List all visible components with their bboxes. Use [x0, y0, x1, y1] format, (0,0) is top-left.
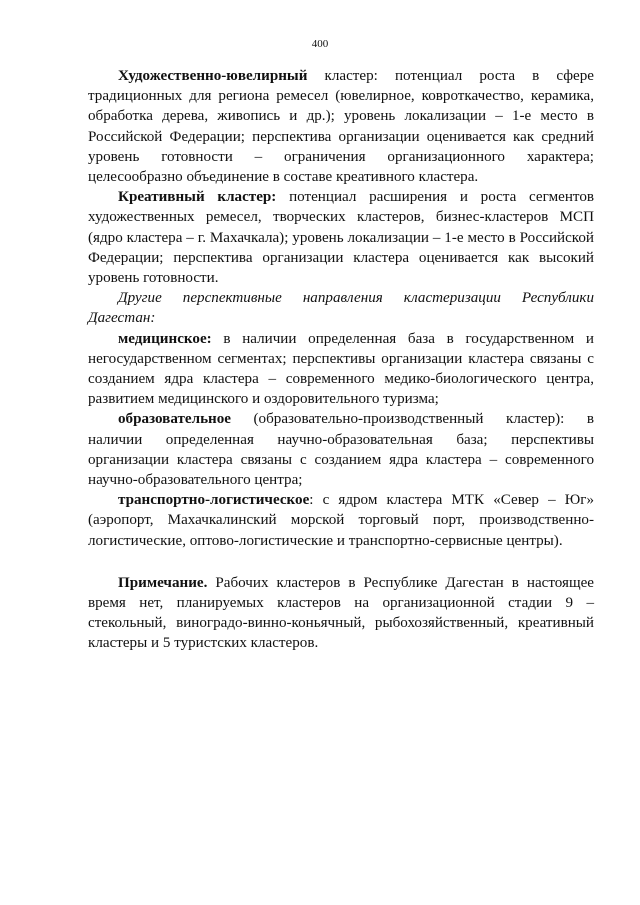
paragraph-lead: Художественно-ювелирный — [118, 68, 308, 84]
paragraph-text: потенциал расширения и роста сегментов художественных ремесел, творческих кластеров, бизнес-кластеров МСП (ядро кластера – г. Махачкала); уровень локализации – 1-е место в Российской Федерации; перспектива организации кластера оценивается как высокий уровень готовности. — [88, 189, 595, 287]
paragraph-lead: Примечание. — [118, 574, 208, 591]
paragraph-lead: Креативный кластер: — [118, 189, 277, 206]
paragraph-text: : с ядром кластера МТК «Север – Юг» (аэропорт, Махачкалинский морской торговый порт, производственно-логистические, оптово-логистические и транспортно-сервисные центры). — [88, 492, 594, 549]
paragraph-lead: образовательное — [118, 411, 231, 428]
page-number: 400 — [311, 38, 329, 50]
paragraph-medical — [88, 329, 594, 410]
paragraph-note — [88, 573, 594, 654]
paragraph-education — [88, 409, 594, 490]
paragraph-jewelry-cluster — [88, 66, 594, 187]
paragraph-text: кластер: потенциал роста в сфере традиционных для региона ремесел (ювелирное, ковроткачество, керамика, обработка дерева, живопись и др.); уровень локализации – 1-е место в Российской Федерации; перспектива организации оценивается как средний уровень готовности – ограничения организационного характера; целесообразно объединение в составе креативного кластера. — [88, 68, 594, 186]
paragraph-creative-cluster — [88, 187, 594, 288]
paragraph-transport — [88, 490, 594, 551]
document-body — [88, 66, 594, 654]
other-directions-heading: Другие перспективные направления кластеризации Республики Дагестан: — [88, 290, 594, 327]
paragraph-text: в наличии определенная база в государственном и негосударственном сегментах; перспективы организации кластера связаны с созданием ядра кластера – современного медико-биологического центра, развитием медицинского и оздоровительного туризма; — [88, 330, 594, 408]
paragraph-lead: транспортно-логистическое — [118, 492, 310, 509]
paragraph-text: Рабочих кластеров в Республике Дагестан в настоящее время нет, планируемых кластеров на организационной стадии 9 – стекольный, виноградо-винно-коньячный, рыбохозяйственный, креативный кластеры и 5 туристских кластеров. — [88, 574, 594, 652]
paragraph-text: (образовательно-производственный кластер): в наличии определенная научно-образовательная база; перспективы организации кластера связаны с созданием ядра кластера – современного научно-образовательного центра; — [88, 411, 594, 489]
paragraph-lead: медицинское: — [118, 330, 212, 347]
